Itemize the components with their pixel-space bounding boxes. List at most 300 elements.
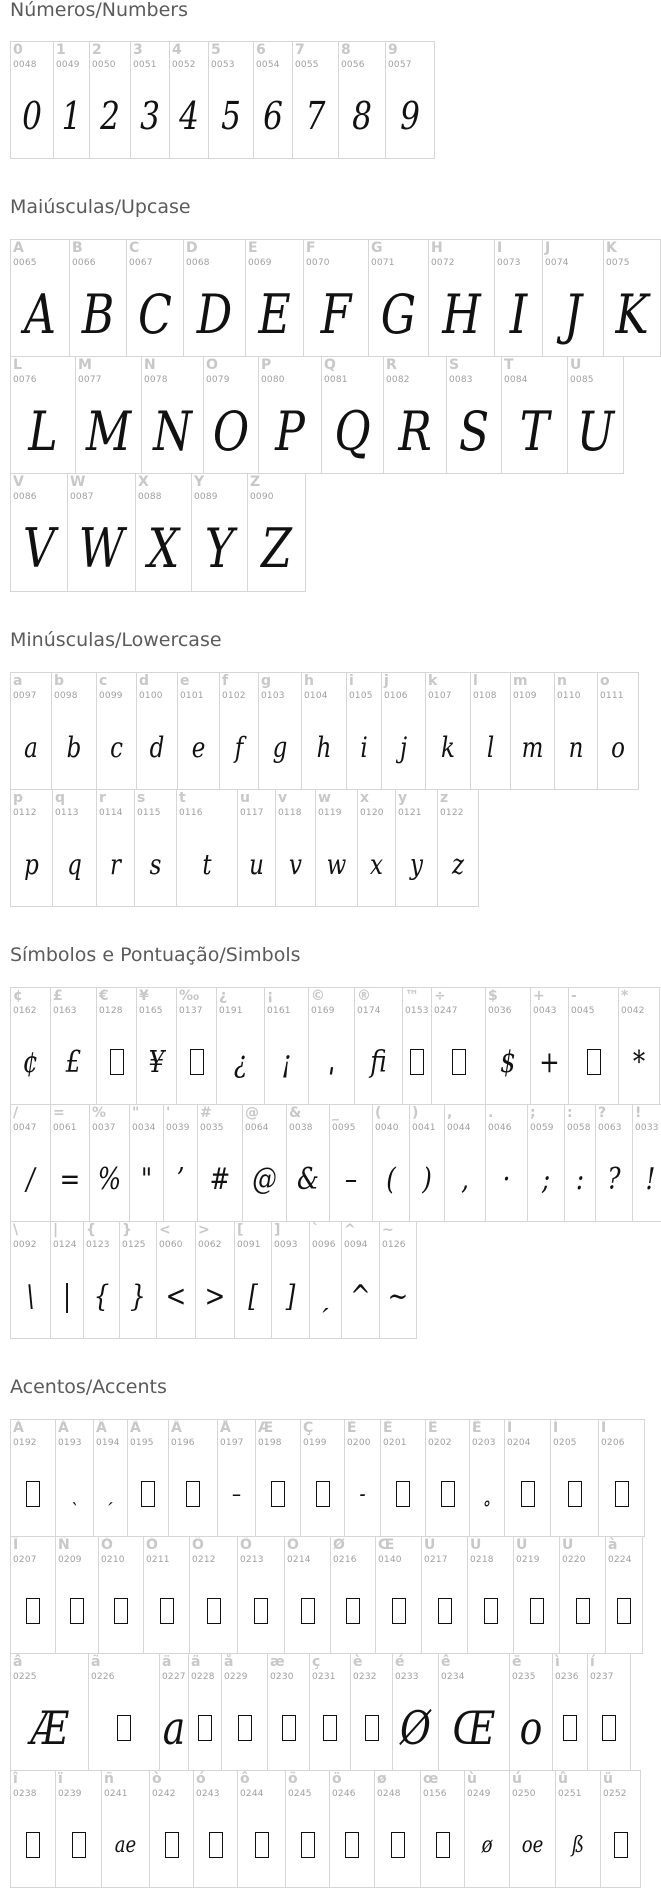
glyph-char-label: è	[353, 1654, 363, 1670]
glyph-char-label: J	[545, 240, 551, 256]
glyph-cell-0105	[346, 672, 382, 790]
glyph-char-label: ©	[311, 988, 325, 1004]
glyph-char-label: :	[567, 1105, 573, 1121]
glyph-code-label: 0165	[139, 1006, 163, 1016]
glyph-cell-0217	[421, 1536, 468, 1654]
glyph-cell-0041	[409, 1104, 445, 1222]
glyph-sample: ¢	[22, 1044, 39, 1080]
missing-glyph-box-icon	[256, 1456, 300, 1532]
glyph-code-label: 0200	[347, 1438, 371, 1448]
glyph-sample: g	[272, 730, 288, 764]
glyph-cell-0161	[264, 987, 309, 1105]
glyph-char-label: ~	[382, 1222, 394, 1238]
glyph-sample: /	[26, 1161, 35, 1197]
glyph-sample: )	[422, 1161, 432, 1197]
glyph-code-label: 0196	[171, 1438, 195, 1448]
glyph-code-label: 0054	[256, 60, 280, 70]
glyph-char-label: é	[395, 1654, 405, 1670]
glyph-sample: 7	[305, 94, 326, 138]
glyph-cell-0117	[237, 789, 276, 907]
glyph-char-label: Ù	[424, 1537, 436, 1553]
glyph-char-label: ê	[441, 1654, 451, 1670]
missing-glyph-box-icon	[330, 1807, 374, 1883]
glyph-char-label: d	[139, 673, 150, 689]
glyph-sample: ø	[481, 1832, 493, 1858]
glyph-code-label: 0116	[179, 808, 203, 818]
section-title-mai-sculas-upcase: Maiúsculas/Upcase	[10, 196, 191, 218]
glyph-char-label: W	[70, 474, 86, 490]
missing-glyph-box-icon	[505, 1456, 550, 1532]
glyph-sample: ˏ	[107, 1482, 114, 1507]
glyph-char-label: €	[99, 988, 109, 1004]
glyph-cell-0059	[527, 1104, 565, 1222]
glyph-char-label: ®	[357, 988, 371, 1004]
glyph-sample: |	[62, 1278, 72, 1314]
glyph-code-label: 0197	[220, 1438, 244, 1448]
glyph-sample: a	[24, 730, 38, 764]
glyph-cell-0201	[380, 1419, 426, 1537]
glyph-cell-0085	[567, 356, 624, 474]
glyph-cell-0083	[446, 356, 502, 474]
glyph-code-label: 0036	[488, 1006, 512, 1016]
glyph-cell-0123	[83, 1221, 120, 1339]
glyph-char-label: À	[13, 1420, 24, 1436]
glyph-cell-0033	[632, 1104, 661, 1222]
glyph-cell-0210	[98, 1536, 144, 1654]
glyph-char-label: r	[99, 790, 106, 806]
glyph-sample: –	[344, 1161, 358, 1197]
glyph-cell-0245	[285, 1770, 330, 1888]
glyph-code-label: 0035	[200, 1123, 224, 1133]
glyph-char-label: Õ	[240, 1537, 252, 1553]
glyph-char-label: ä	[162, 1654, 172, 1670]
glyph-char-label: m	[513, 673, 528, 689]
glyph-char-label: û	[558, 1771, 568, 1787]
glyph-sample: x	[370, 847, 383, 881]
glyph-code-label: 0077	[78, 375, 102, 385]
glyph-code-label: 0051	[133, 60, 157, 70]
glyph-char-label: u	[240, 790, 250, 806]
glyph-char-label: h	[304, 673, 314, 689]
glyph-cell-0056	[338, 41, 386, 159]
glyph-code-label: 0089	[194, 492, 218, 502]
glyph-code-label: 0086	[13, 492, 37, 502]
glyph-char-label: N	[144, 357, 156, 373]
glyph-char-label: ì	[555, 1654, 560, 1670]
glyph-code-label: 0195	[130, 1438, 154, 1448]
glyph-cell-0124	[50, 1221, 84, 1339]
glyph-cell-0219	[513, 1536, 560, 1654]
glyph-cell-0230	[267, 1653, 310, 1771]
glyph-cell-0232	[350, 1653, 393, 1771]
glyph-sample: P	[275, 399, 305, 463]
missing-glyph-box-icon	[601, 1807, 640, 1883]
glyph-cell-0199	[300, 1419, 345, 1537]
glyph-char-label: ù	[467, 1771, 477, 1787]
glyph-char-label: Æ	[258, 1420, 274, 1436]
glyph-char-label: â	[13, 1654, 23, 1670]
missing-glyph-box-icon	[89, 1690, 159, 1766]
missing-glyph-box-icon	[468, 1573, 513, 1649]
glyph-sample: {	[93, 1278, 110, 1314]
missing-glyph-box-icon	[403, 1024, 431, 1100]
glyph-char-label: 7	[295, 42, 305, 58]
glyph-cell-0121	[395, 789, 438, 907]
glyph-code-label: 0039	[166, 1123, 190, 1133]
glyph-code-label: 0237	[590, 1672, 614, 1682]
glyph-code-label: 0137	[179, 1006, 203, 1016]
glyph-cell-0211	[143, 1536, 190, 1654]
glyph-cell-0236	[552, 1653, 588, 1771]
section-title-acentos-accents: Acentos/Accents	[10, 1376, 167, 1398]
glyph-code-label: 0085	[570, 375, 594, 385]
glyph-cell-0247	[431, 987, 486, 1105]
glyph-cell-0119	[315, 789, 358, 907]
glyph-cell-0093	[271, 1221, 310, 1339]
glyph-char-label: /	[13, 1105, 19, 1121]
glyph-cell-0044	[444, 1104, 486, 1222]
glyph-sample: Œ	[452, 1701, 496, 1755]
glyph-code-label: 0096	[312, 1240, 336, 1250]
glyph-cell-0103	[258, 672, 302, 790]
glyph-sample: m	[521, 730, 544, 764]
glyph-cell-0231	[309, 1653, 351, 1771]
glyph-char-label: o	[600, 673, 610, 689]
glyph-sample: G	[380, 282, 417, 346]
glyph-code-label: 0056	[341, 60, 365, 70]
glyph-cell-0068	[183, 239, 246, 357]
glyph-char-label: &	[289, 1105, 302, 1121]
glyph-sample: I	[509, 282, 528, 346]
missing-glyph-box-icon	[560, 1573, 605, 1649]
glyph-code-label: 0218	[470, 1555, 494, 1565]
glyph-code-label: 0115	[137, 808, 161, 818]
glyph-code-label: 0093	[274, 1240, 298, 1250]
glyph-code-label: 0250	[512, 1789, 536, 1799]
glyph-code-label: 0048	[13, 60, 37, 70]
glyph-code-label: 0034	[132, 1123, 156, 1133]
glyph-cell-0038	[286, 1104, 330, 1222]
glyph-char-label: Ò	[101, 1537, 113, 1553]
glyph-code-label: 0231	[312, 1672, 336, 1682]
glyph-char-label: ï	[58, 1771, 63, 1787]
missing-glyph-box-icon	[268, 1690, 309, 1766]
glyph-code-label: 0228	[191, 1672, 215, 1682]
glyph-cell-0174	[354, 987, 403, 1105]
glyph-code-label: 0088	[138, 492, 162, 502]
glyph-sample: #	[209, 1161, 231, 1197]
glyph-cell-0107	[425, 672, 471, 790]
glyph-code-label: 0216	[333, 1555, 357, 1565]
glyph-code-label: 0075	[606, 258, 630, 268]
glyph-sample: ¡	[281, 1044, 292, 1080]
glyph-sample: K	[615, 282, 649, 346]
glyph-char-label: Ü	[562, 1537, 574, 1553]
glyph-char-label: ¥	[139, 988, 149, 1004]
glyph-code-label: 0053	[211, 60, 235, 70]
missing-glyph-box-icon	[569, 1024, 618, 1100]
glyph-cell-0220	[559, 1536, 606, 1654]
glyph-cell-0046	[485, 1104, 528, 1222]
glyph-cell-0196	[168, 1419, 218, 1537]
glyph-char-label: !	[635, 1105, 642, 1121]
glyph-code-label: 0118	[278, 808, 302, 818]
glyph-char-label: G	[371, 240, 383, 256]
glyph-cell-0079	[203, 356, 259, 474]
glyph-code-label: 0212	[192, 1555, 216, 1565]
glyph-sample: d	[149, 730, 165, 764]
glyph-char-label: V	[13, 474, 24, 490]
missing-glyph-box-icon	[422, 1573, 467, 1649]
glyph-code-label: 0112	[13, 808, 37, 818]
glyph-cell-0066	[69, 239, 127, 357]
glyph-cell-0229	[221, 1653, 268, 1771]
glyph-sample: !	[645, 1161, 656, 1197]
glyph-code-label: 0044	[447, 1123, 471, 1133]
glyph-cell-0091	[234, 1221, 272, 1339]
glyph-code-label: 0042	[621, 1006, 645, 1016]
glyph-cell-0081	[321, 356, 384, 474]
glyph-char-label: ñ	[104, 1771, 114, 1787]
glyph-code-label: 0199	[303, 1438, 327, 1448]
glyph-cell-0249	[464, 1770, 510, 1888]
glyph-code-label: 0068	[186, 258, 210, 268]
glyph-char-label: .	[488, 1105, 494, 1121]
missing-glyph-box-icon	[553, 1690, 587, 1766]
glyph-char-label: $	[488, 988, 498, 1004]
glyph-code-label: 0247	[434, 1006, 458, 1016]
glyph-cell-0097	[10, 672, 52, 790]
glyph-cell-0198	[255, 1419, 301, 1537]
glyph-char-label: O	[206, 357, 218, 373]
glyph-code-label: 0217	[424, 1555, 448, 1565]
glyph-char-label: 5	[211, 42, 221, 58]
glyph-cell-0074	[542, 239, 604, 357]
section-title-n-meros-numbers: Números/Numbers	[10, 0, 188, 21]
glyph-sample: v	[289, 847, 302, 881]
glyph-char-label: Ï	[13, 1537, 19, 1553]
glyph-char-label: H	[431, 240, 443, 256]
glyph-char-label: x	[360, 790, 370, 806]
glyph-char-label: i	[349, 673, 354, 689]
glyph-code-label: 0241	[104, 1789, 128, 1799]
glyph-char-label: L	[13, 357, 22, 373]
glyph-sample: E	[258, 282, 291, 346]
glyph-char-label: D	[186, 240, 198, 256]
glyph-sample: }	[130, 1278, 146, 1314]
glyph-sample: M	[85, 399, 132, 463]
glyph-char-label: z	[440, 790, 449, 806]
glyph-cell-0051	[130, 41, 170, 159]
glyph-code-label: 0106	[384, 691, 408, 701]
glyph-cell-0197	[217, 1419, 256, 1537]
glyph-sample: ˌ	[328, 1044, 335, 1080]
glyph-sample: &	[297, 1161, 319, 1197]
glyph-sample: @	[252, 1161, 277, 1197]
glyph-code-label: 0243	[196, 1789, 220, 1799]
glyph-cell-0114	[96, 789, 135, 907]
glyph-char-label: n	[557, 673, 567, 689]
missing-glyph-box-icon	[189, 1690, 221, 1766]
glyph-char-label: Œ	[378, 1537, 395, 1553]
glyph-char-label: j	[384, 673, 389, 689]
missing-glyph-box-icon	[150, 1807, 193, 1883]
glyph-char-label: =	[53, 1105, 65, 1121]
glyph-char-label: v	[278, 790, 288, 806]
glyph-cell-0137	[176, 987, 217, 1105]
glyph-cell-0204	[504, 1419, 551, 1537]
glyph-sample: 6	[263, 94, 283, 138]
glyph-sample: Q	[334, 399, 371, 463]
glyph-char-label: `	[312, 1222, 319, 1238]
glyph-sample: 9	[400, 94, 420, 138]
glyph-code-label: 0245	[288, 1789, 312, 1799]
glyph-char-label: Ã	[130, 1420, 141, 1436]
glyph-sample: 1	[61, 94, 82, 138]
glyph-code-label: 0252	[603, 1789, 627, 1799]
glyph-cell-0237	[587, 1653, 631, 1771]
missing-glyph-box-icon	[238, 1573, 284, 1649]
missing-glyph-box-icon	[551, 1456, 598, 1532]
missing-glyph-box-icon	[599, 1456, 644, 1532]
missing-glyph-box-icon	[426, 1456, 469, 1532]
glyph-char-label: Q	[324, 357, 336, 373]
glyph-char-label: )	[412, 1105, 419, 1121]
glyph-code-label: 0123	[86, 1240, 110, 1250]
glyph-char-label: ú	[512, 1771, 522, 1787]
glyph-code-label: 0120	[360, 808, 384, 818]
glyph-code-label: 0061	[53, 1123, 77, 1133]
missing-glyph-box-icon	[606, 1573, 642, 1649]
glyph-char-label: 0	[13, 42, 23, 58]
glyph-code-label: 0246	[332, 1789, 356, 1799]
glyph-cell-0242	[149, 1770, 194, 1888]
section-title-min-sculas-lowercase: Minúsculas/Lowercase	[10, 629, 222, 651]
glyph-code-label: 0045	[571, 1006, 595, 1016]
glyph-code-label: 0227	[162, 1672, 186, 1682]
glyph-cell-0095	[329, 1104, 373, 1222]
glyph-cell-0214	[284, 1536, 331, 1654]
missing-glyph-box-icon	[194, 1807, 237, 1883]
missing-glyph-box-icon	[285, 1573, 330, 1649]
missing-glyph-box-icon	[11, 1807, 55, 1883]
glyph-cell-0035	[197, 1104, 243, 1222]
glyph-code-label: 0049	[56, 60, 80, 70]
glyph-cell-0218	[467, 1536, 514, 1654]
glyph-code-label: 0233	[395, 1672, 419, 1682]
missing-glyph-box-icon	[99, 1573, 143, 1649]
glyph-cell-0077	[75, 356, 142, 474]
glyph-code-label: 0193	[58, 1438, 82, 1448]
glyph-char-label: T	[504, 357, 514, 373]
missing-glyph-box-icon	[177, 1024, 216, 1100]
missing-glyph-box-icon	[376, 1573, 421, 1649]
glyph-sample: D	[196, 282, 233, 346]
glyph-sample: X	[147, 517, 180, 580]
glyph-code-label: 0236	[555, 1672, 579, 1682]
glyph-cell-0050	[89, 41, 131, 159]
glyph-char-label: C	[129, 240, 140, 256]
glyph-code-label: 0232	[353, 1672, 377, 1682]
glyph-char-label: ç	[312, 1654, 321, 1670]
glyph-code-label: 0211	[146, 1555, 170, 1565]
glyph-code-label: 0213	[240, 1555, 264, 1565]
glyph-code-label: 0122	[440, 808, 464, 818]
glyph-char-label: l	[473, 673, 478, 689]
glyph-cell-0225	[10, 1653, 89, 1771]
glyph-code-label: 0204	[507, 1438, 531, 1448]
glyph-cell-0122	[437, 789, 479, 907]
glyph-char-label: ã	[91, 1654, 101, 1670]
glyph-char-label: ô	[240, 1771, 250, 1787]
glyph-char-label: ä	[191, 1654, 201, 1670]
glyph-code-label: 0074	[545, 258, 569, 268]
glyph-code-label: 0209	[58, 1555, 82, 1565]
glyph-code-label: 0235	[512, 1672, 536, 1682]
glyph-code-label: 0198	[258, 1438, 282, 1448]
glyph-cell-0058	[564, 1104, 596, 1222]
glyph-code-label: 0060	[159, 1240, 183, 1250]
glyph-sample: z	[451, 847, 465, 881]
glyph-code-label: 0070	[306, 258, 330, 268]
glyph-code-label: 0117	[240, 808, 264, 818]
glyph-cell-0194	[93, 1419, 128, 1537]
glyph-sample: ·	[502, 1161, 511, 1197]
glyph-sample: h	[316, 730, 332, 764]
missing-glyph-box-icon	[432, 1024, 485, 1100]
glyph-code-label: 0062	[198, 1240, 222, 1250]
glyph-code-label: 0234	[441, 1672, 465, 1682]
missing-glyph-box-icon	[421, 1807, 464, 1883]
glyph-cell-0212	[189, 1536, 238, 1654]
glyph-char-label: t	[179, 790, 186, 806]
glyph-char-label: Î	[601, 1420, 607, 1436]
glyph-code-label: 0064	[245, 1123, 269, 1133]
glyph-code-label: 0110	[557, 691, 581, 701]
glyph-char-label: [	[237, 1222, 244, 1238]
glyph-code-label: 0224	[608, 1555, 632, 1565]
glyph-char-label: ò	[152, 1771, 162, 1787]
glyph-code-label: 0050	[92, 60, 116, 70]
glyph-cell-0241	[101, 1770, 150, 1888]
glyph-char-label: y	[398, 790, 408, 806]
glyph-char-label: q	[55, 790, 66, 806]
glyph-sample: Z	[261, 517, 292, 580]
glyph-code-label: 0192	[13, 1438, 37, 1448]
glyph-code-label: 0230	[270, 1672, 294, 1682]
glyph-cell-0128	[96, 987, 137, 1105]
missing-glyph-box-icon	[351, 1690, 392, 1766]
glyph-char-label: 2	[92, 42, 102, 58]
glyph-char-label: Ç	[303, 1420, 314, 1436]
glyph-char-label: g	[261, 673, 272, 689]
glyph-char-label: à	[608, 1537, 618, 1553]
glyph-cell-0126	[379, 1221, 417, 1339]
missing-glyph-box-icon	[310, 1690, 350, 1766]
glyph-sample: t	[202, 847, 212, 881]
glyph-sample: o	[611, 730, 625, 764]
glyph-code-label: 0058	[567, 1123, 591, 1133]
glyph-char-label: œ	[423, 1771, 439, 1787]
glyph-code-label: 0109	[513, 691, 537, 701]
glyph-cell-0072	[428, 239, 495, 357]
glyph-sample: ¥	[148, 1044, 165, 1080]
glyph-code-label: 0033	[635, 1123, 659, 1133]
glyph-sample: \	[26, 1278, 35, 1314]
glyph-char-label: '	[166, 1105, 171, 1121]
glyph-char-label: Û	[516, 1537, 528, 1553]
glyph-cell-0205	[550, 1419, 599, 1537]
